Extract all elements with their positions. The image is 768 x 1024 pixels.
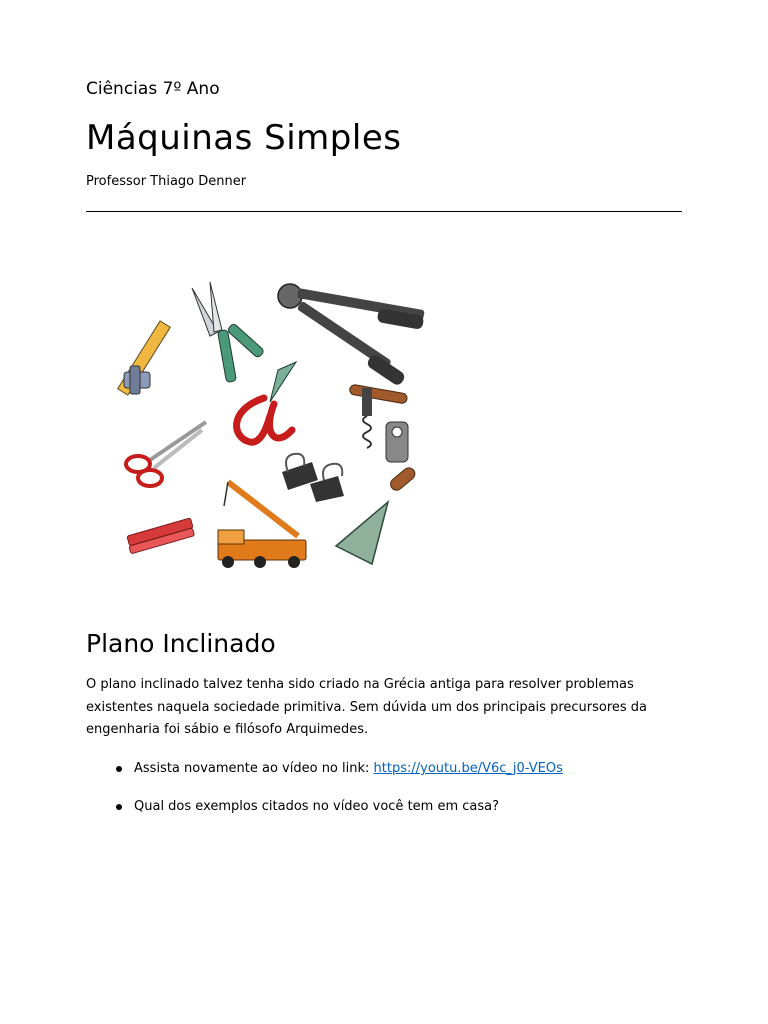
document-author: Professor Thiago Denner [86,174,247,189]
pruning-shears-icon [192,282,265,382]
scissors-icon [126,422,206,486]
bullet-icon [116,766,122,772]
ruler-hammer-icon [118,321,171,395]
bullet-icon [116,804,122,810]
bullet-text: Qual dos exemplos citados no vídeo você tem em casa? [134,799,500,814]
bottle-opener-icon [386,422,408,462]
bolt-cutter-icon [278,284,425,387]
pliers-icon [237,362,296,442]
video-link[interactable]: https://youtu.be/V6c_j0-VEOs [373,761,563,776]
bullet-text: Assista novamente ao vídeo no link: [134,761,374,776]
title-divider [86,211,682,212]
section-paragraph: O plano inclinado talvez tenha sido criado na Grécia antiga para resolver problemas existentes naquela sociedade primitiva. Sem dúvida um dos principais precursores da engenharia foi sábio e filósofo Arquimedes. [86,677,648,737]
list-item [86,758,686,780]
bullet-list [86,758,686,834]
clothespin-icon [127,518,195,554]
document-subject: Ciências 7º Ano [86,79,220,99]
trowel-icon [336,465,417,564]
binder-clips-icon [282,454,344,502]
simple-machines-illustration [110,270,440,580]
document-title: Máquinas Simples [86,118,402,158]
list-item [86,796,686,818]
crane-truck-icon [218,482,306,568]
section-heading: Plano Inclinado [86,629,276,658]
